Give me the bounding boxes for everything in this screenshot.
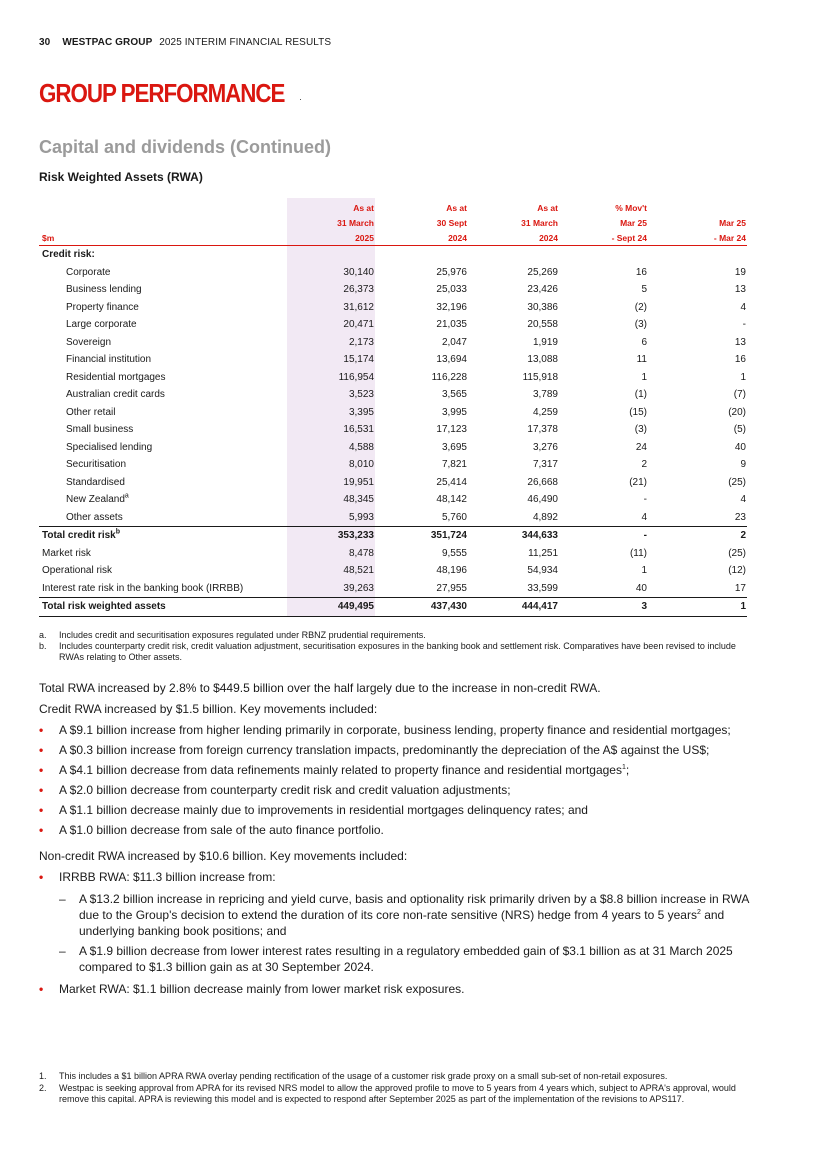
cell-value: 21,035 [436, 319, 467, 331]
table-row [39, 580, 747, 598]
cell-value: 13 [734, 284, 746, 296]
row-label: Specialised lending [66, 441, 153, 453]
cell-value: 3,565 [441, 389, 467, 401]
footnote-2: 2. Westpac is seeking approval from APRA for its revised NRS model to allow the approved profile to move to 5 years from 4 years which, subject to APRA's approval, would remove this capital. APRA is reviewing this model and is expected to respond after September 2025 as part of the implementation of the revisions to APS117. [39, 1083, 736, 1104]
row-label: Total credit risk$^b$ [42, 528, 121, 542]
cell-value: 16 [734, 354, 746, 366]
row-label: Other retail [66, 406, 116, 418]
credit-risk-heading-row [39, 246, 747, 264]
cell-value: (25) [728, 547, 746, 559]
cell-value: 4,588 [287, 439, 375, 457]
table-row [39, 509, 747, 527]
cell-value: (5) [733, 424, 746, 436]
cell-value: 444,417 [468, 598, 559, 617]
table-note-b: b. Includes counterparty credit risk, credit valuation adjustment, securitisation exposures in the banking book and settlement risk. Comparatives have been revised to include RWAs relating to Other assets. [39, 641, 736, 662]
cell-value [468, 246, 559, 264]
cell-value: 48,142 [436, 494, 467, 506]
column-header [39, 198, 287, 213]
cell-value: 33,599 [468, 580, 559, 598]
cell-value: 25,976 [436, 266, 467, 278]
cell-value: 25,033 [436, 284, 467, 296]
cell-value: 20,471 [287, 316, 375, 334]
cell-value: 116,954 [287, 369, 375, 387]
table-row [39, 281, 747, 299]
cell-value [375, 246, 468, 264]
list-item: • A $0.3 billion increase from foreign currency translation impacts, predominantly the depreciation of the A$ against the US$; [39, 743, 710, 757]
table-row [39, 264, 747, 282]
cell-value: 4 [559, 509, 648, 527]
cell-value: 17 [648, 580, 747, 598]
cell-value: 13,694 [436, 354, 467, 366]
cell-value: 7,821 [441, 459, 467, 471]
list-item: • A $9.1 billion increase from higher lending primarily in corporate, business lending, property finance and residential mortgages; [39, 723, 731, 737]
list-item: • A $1.0 billion decrease from sale of the auto finance portfolio. [39, 823, 384, 837]
cell-value: 46,490 [527, 494, 558, 506]
column-header: 2024 [468, 228, 559, 246]
cell-value: 19,951 [287, 474, 375, 492]
column-header: % Mov't [615, 203, 647, 213]
row-label: Financial institution [66, 354, 152, 366]
cell-value: 5 [641, 284, 647, 296]
commentary [39, 680, 749, 1003]
cell-value: (21) [629, 476, 647, 488]
table-row [39, 386, 747, 404]
table-header-row [39, 213, 747, 228]
list-item: – A $13.2 billion increase in repricing and yield curve, basis and optionality risk primarily driven by a $8.8 billion increase in RWA due to the Group's decision to extend the duration of its core non-rate sensitive (NRS) hedge from 4 years to 5 years$^2$ and underlying banking book positions; and [59, 892, 749, 938]
column-header: Mar 25 [719, 218, 746, 228]
column-header: Mar 25 [620, 218, 647, 228]
cell-value: 40 [559, 580, 648, 598]
cell-value: 351,724 [430, 530, 467, 542]
cell-value: 116,228 [431, 371, 467, 383]
cell-value: 9,555 [441, 547, 467, 559]
cell-value: (25) [728, 476, 746, 488]
table-title: Risk Weighted Assets (RWA) [39, 170, 203, 184]
cell-value: 2 [641, 459, 647, 471]
footnote-1: 1. This includes a $1 billion APRA RWA overlay pending rectification of the usage of a customer risk grade proxy on a small sub-set of non-retail exposures. [39, 1071, 668, 1081]
cell-value: (3) [634, 424, 647, 436]
cell-value: 8,010 [287, 456, 375, 474]
section-title: GROUP PERFORMANCE [39, 78, 285, 108]
row-label: Standardised [66, 476, 125, 488]
table-row [39, 299, 747, 317]
cell-value: 48,521 [287, 562, 375, 580]
column-header: As at [446, 203, 467, 213]
table-row [39, 562, 747, 580]
cell-value: 16,531 [287, 421, 375, 439]
cell-value: 13 [734, 336, 746, 348]
cell-value: (12) [728, 565, 746, 577]
cell-value: 11,251 [528, 547, 558, 559]
total-credit-row [39, 527, 747, 545]
list-item: • IRRBB RWA: $11.3 billion increase from: [39, 870, 276, 884]
row-label: Large corporate [66, 319, 137, 331]
cell-value [559, 246, 648, 264]
cell-value: 7,317 [532, 459, 558, 471]
list-item: • Market RWA: $1.1 billion decrease mainly from lower market risk exposures. [39, 982, 465, 996]
page-subtitle: Capital and dividends (Continued) [39, 137, 331, 157]
table-row [39, 474, 747, 492]
row-label: Total risk weighted assets [39, 598, 287, 617]
cell-value: 40 [734, 441, 746, 453]
table-row [39, 334, 747, 352]
footnotes [39, 1071, 749, 1106]
cell-value: 15,174 [287, 351, 375, 369]
table-notes [39, 630, 749, 663]
row-label: Credit risk: [42, 249, 95, 261]
cell-value: 32,196 [436, 301, 467, 313]
list-item: • A $1.1 billion decrease mainly due to improvements in residential mortgages delinquency rates; and [39, 803, 588, 817]
row-label: Interest rate risk in the banking book (IRRBB) [39, 580, 287, 598]
cell-value: (3) [634, 319, 647, 331]
table-row [39, 404, 747, 422]
cell-value [648, 246, 747, 264]
cell-value: 6 [641, 336, 647, 348]
decorative-dot [300, 99, 301, 100]
cell-value: (2) [634, 301, 647, 313]
document-title: 2025 INTERIM FINANCIAL RESULTS [159, 37, 332, 48]
cell-value: (20) [728, 406, 746, 418]
cell-value: 2,047 [441, 336, 467, 348]
cell-value: 3,523 [287, 386, 375, 404]
cell-value: 4,892 [468, 509, 559, 527]
cell-value: 39,263 [287, 580, 375, 598]
page-header [39, 37, 331, 48]
table-row [39, 351, 747, 369]
company-name: WESTPAC GROUP [62, 37, 153, 48]
list-item: – A $1.9 billion decrease from lower interest rates resulting in a regulatory embedded gain of $3.1 billion as at 31 March 2025 compared to $1.3 billion gain as at 30 September 2024. [59, 944, 733, 974]
cell-value: 23 [648, 509, 747, 527]
non-credit-bullets [39, 869, 749, 885]
cell-value: 13,088 [527, 354, 558, 366]
table-row [39, 316, 747, 334]
row-label: Market risk [42, 547, 91, 559]
cell-value: 26,668 [527, 476, 558, 488]
table-header-row [39, 198, 747, 213]
row-label: New Zealand$^a$ [66, 492, 129, 506]
row-label: Operational risk [42, 565, 113, 577]
cell-value: 4 [740, 494, 746, 506]
cell-value: 1 [648, 598, 747, 617]
cell-value: (1) [634, 389, 647, 401]
market-bullets [39, 981, 749, 997]
cell-value: 31,612 [287, 299, 375, 317]
page-number: 30 [39, 37, 51, 48]
cell-value: 3,395 [287, 404, 375, 422]
table-row [39, 545, 747, 563]
cell-value: 1 [740, 371, 746, 383]
cell-value: 1,919 [532, 336, 558, 348]
credit-bullets [39, 722, 749, 838]
list-item: • A $2.0 billion decrease from counterparty credit risk and credit valuation adjustments; [39, 783, 511, 797]
para-total-rwa: Total RWA increased by 2.8% to $449.5 billion over the half largely due to the increase in non-credit RWA. [39, 681, 601, 695]
cell-value: 24 [635, 441, 647, 453]
cell-value: 8,478 [287, 545, 375, 563]
cell-value: 25,269 [527, 266, 558, 278]
row-label: Residential mortgages [66, 371, 166, 383]
cell-value: 3,995 [441, 406, 467, 418]
cell-value: 3,276 [532, 441, 558, 453]
cell-value [287, 246, 375, 264]
cell-value: 449,495 [287, 598, 375, 617]
cell-value: 5,993 [287, 509, 375, 527]
cell-value: 3,789 [532, 389, 558, 401]
cell-value: 115,918 [522, 371, 558, 383]
cell-value: 54,934 [527, 565, 558, 577]
cell-value: 344,633 [521, 530, 558, 542]
table-row [39, 456, 747, 474]
row-label: Other assets [39, 509, 287, 527]
column-header: - Mar 24 [648, 228, 747, 246]
table-row [39, 421, 747, 439]
row-label: Business lending [66, 284, 142, 296]
irrbb-sub-bullets [39, 891, 749, 975]
column-header: 30 Sept [436, 218, 467, 228]
cell-value: 20,558 [527, 319, 558, 331]
row-label: Property finance [66, 301, 139, 313]
cell-value: 1 [641, 565, 647, 577]
table-header-row [39, 228, 747, 246]
cell-value: 1 [641, 371, 647, 383]
cell-value: 2,173 [287, 334, 375, 352]
row-label: Sovereign [66, 336, 112, 348]
cell-value: 25,414 [436, 476, 467, 488]
column-header [648, 198, 747, 213]
column-header: As at [287, 198, 375, 213]
cell-value: 26,373 [287, 281, 375, 299]
cell-value: 48,196 [436, 565, 467, 577]
table-note-a: a. Includes credit and securitisation exposures regulated under RBNZ prudential requirements. [39, 630, 426, 640]
cell-value: 4,259 [532, 406, 558, 418]
cell-value: 2 [740, 530, 746, 542]
column-header: 2025 [287, 228, 375, 246]
cell-value: 27,955 [375, 580, 468, 598]
para-non-credit-rwa: Non-credit RWA increased by $10.6 billion. Key movements included: [39, 849, 408, 863]
cell-value: 437,430 [375, 598, 468, 617]
table-row [39, 491, 747, 509]
list-item: • A $4.1 billion decrease from data refinements mainly related to property finance and residential mortgages$^1$; [39, 763, 630, 777]
cell-value: 11 [636, 354, 647, 366]
column-header: As at [537, 203, 558, 213]
total-rwa-row [39, 598, 747, 617]
row-label: Australian credit cards [66, 389, 165, 401]
cell-value: 5,760 [375, 509, 468, 527]
cell-value: 3 [559, 598, 648, 617]
cell-value: 30,140 [287, 264, 375, 282]
cell-value: (15) [629, 406, 647, 418]
column-header [39, 213, 287, 228]
cell-value: - [643, 494, 647, 506]
cell-value: (11) [629, 547, 647, 559]
cell-value: (7) [733, 389, 746, 401]
cell-value: - [742, 319, 746, 331]
cell-value: 16 [635, 266, 647, 278]
cell-value: 353,233 [287, 527, 375, 545]
rwa-table [39, 198, 747, 617]
row-label: Small business [66, 424, 134, 436]
row-label: Securitisation [66, 459, 127, 471]
cell-value: - [643, 530, 647, 542]
column-header: 31 March [521, 218, 558, 228]
column-header: 31 March [287, 213, 375, 228]
column-header: 2024 [375, 228, 468, 246]
cell-value: 23,426 [527, 284, 558, 296]
row-label: Corporate [66, 266, 111, 278]
cell-value: 17,378 [527, 424, 558, 436]
cell-value: 17,123 [436, 424, 467, 436]
cell-value: 19 [734, 266, 746, 278]
cell-value: 9 [740, 459, 746, 471]
cell-value: 3,695 [441, 441, 467, 453]
cell-value: 30,386 [527, 301, 558, 313]
cell-value: 4 [740, 301, 746, 313]
table-row [39, 369, 747, 387]
table-row [39, 439, 747, 457]
column-header: - Sept 24 [559, 228, 648, 246]
cell-value: 48,345 [287, 491, 375, 509]
para-credit-rwa: Credit RWA increased by $1.5 billion. Key movements included: [39, 702, 378, 716]
column-header: $m [39, 228, 287, 246]
